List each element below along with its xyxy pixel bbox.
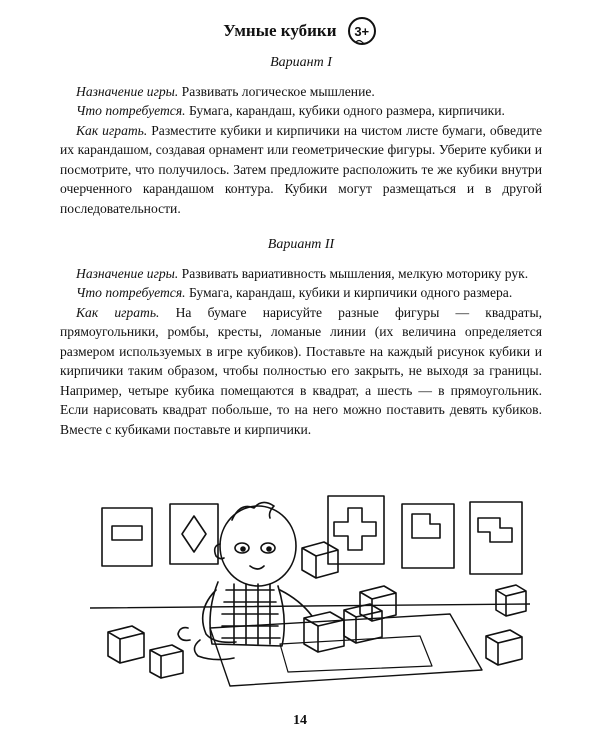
child-figure [178,502,312,659]
needs-text: Бумага, карандаш, кубики одного размера, кирпичики. [185,103,505,118]
game-title: Умные кубики [223,21,337,40]
variant-1-how [60,121,542,219]
variant-1-needs [60,101,542,121]
wall-picture-frames [102,496,522,574]
purpose-label: Назначение игры. [76,265,179,281]
variant-1-purpose [60,82,542,102]
needs-label: Что потребуется. [76,103,186,118]
variant-2-how [60,303,542,440]
page-number: 14 [293,713,307,728]
purpose-text: Развивать логическое мышление. [178,83,375,99]
variant-1-heading: Вариант I [270,55,332,70]
how-label: Как играть. [76,304,160,320]
needs-text: Бумага, карандаш, кубики и кирпичики одного размера. [185,285,513,300]
variant-2-needs [60,283,542,303]
game-description [60,53,542,439]
page-title [0,16,600,46]
variant-2-heading: Вариант II [267,237,335,252]
child-with-blocks-illustration [90,478,530,698]
how-text: На бумаге нарисуйте разные фигуры — квадраты, прямоугольники, ромбы, кресты, ломаные линии (их величина определяется размером используемых в игре кубиков). Поставьте на каждый рисунок кубики и кирпичики таким образом, чтобы полностью его закрыть, не выходя за границы. Например, четыре кубика помещаются в квадрат, а шесть — в прямоугольник. Если нарисовать квадрат побольше, то на него можно поставить девять кубиков. Вместе с кубиками поставьте и кирпичики. [60,304,542,437]
variant-2-purpose [60,264,542,284]
how-label: Как играть. [76,122,148,138]
purpose-text: Развивать вариативность мышления, мелкую моторику рук. [178,265,529,281]
purpose-label: Назначение игры. [76,83,179,99]
age-badge [347,16,377,46]
age-label: 3+ [354,24,370,39]
how-text: Разместите кубики и кирпичики на чистом листе бумаги, обведите их карандашом, создавая орнамент или геометрические фигуры. Уберите кубики и посмотрите, что получилось. Затем предложите расположить те же кубики внутри очерченного карандашом контура. Кубики могут размещаться и в другой последовательности. [60,122,542,216]
needs-label: Что потребуется. [76,285,186,300]
